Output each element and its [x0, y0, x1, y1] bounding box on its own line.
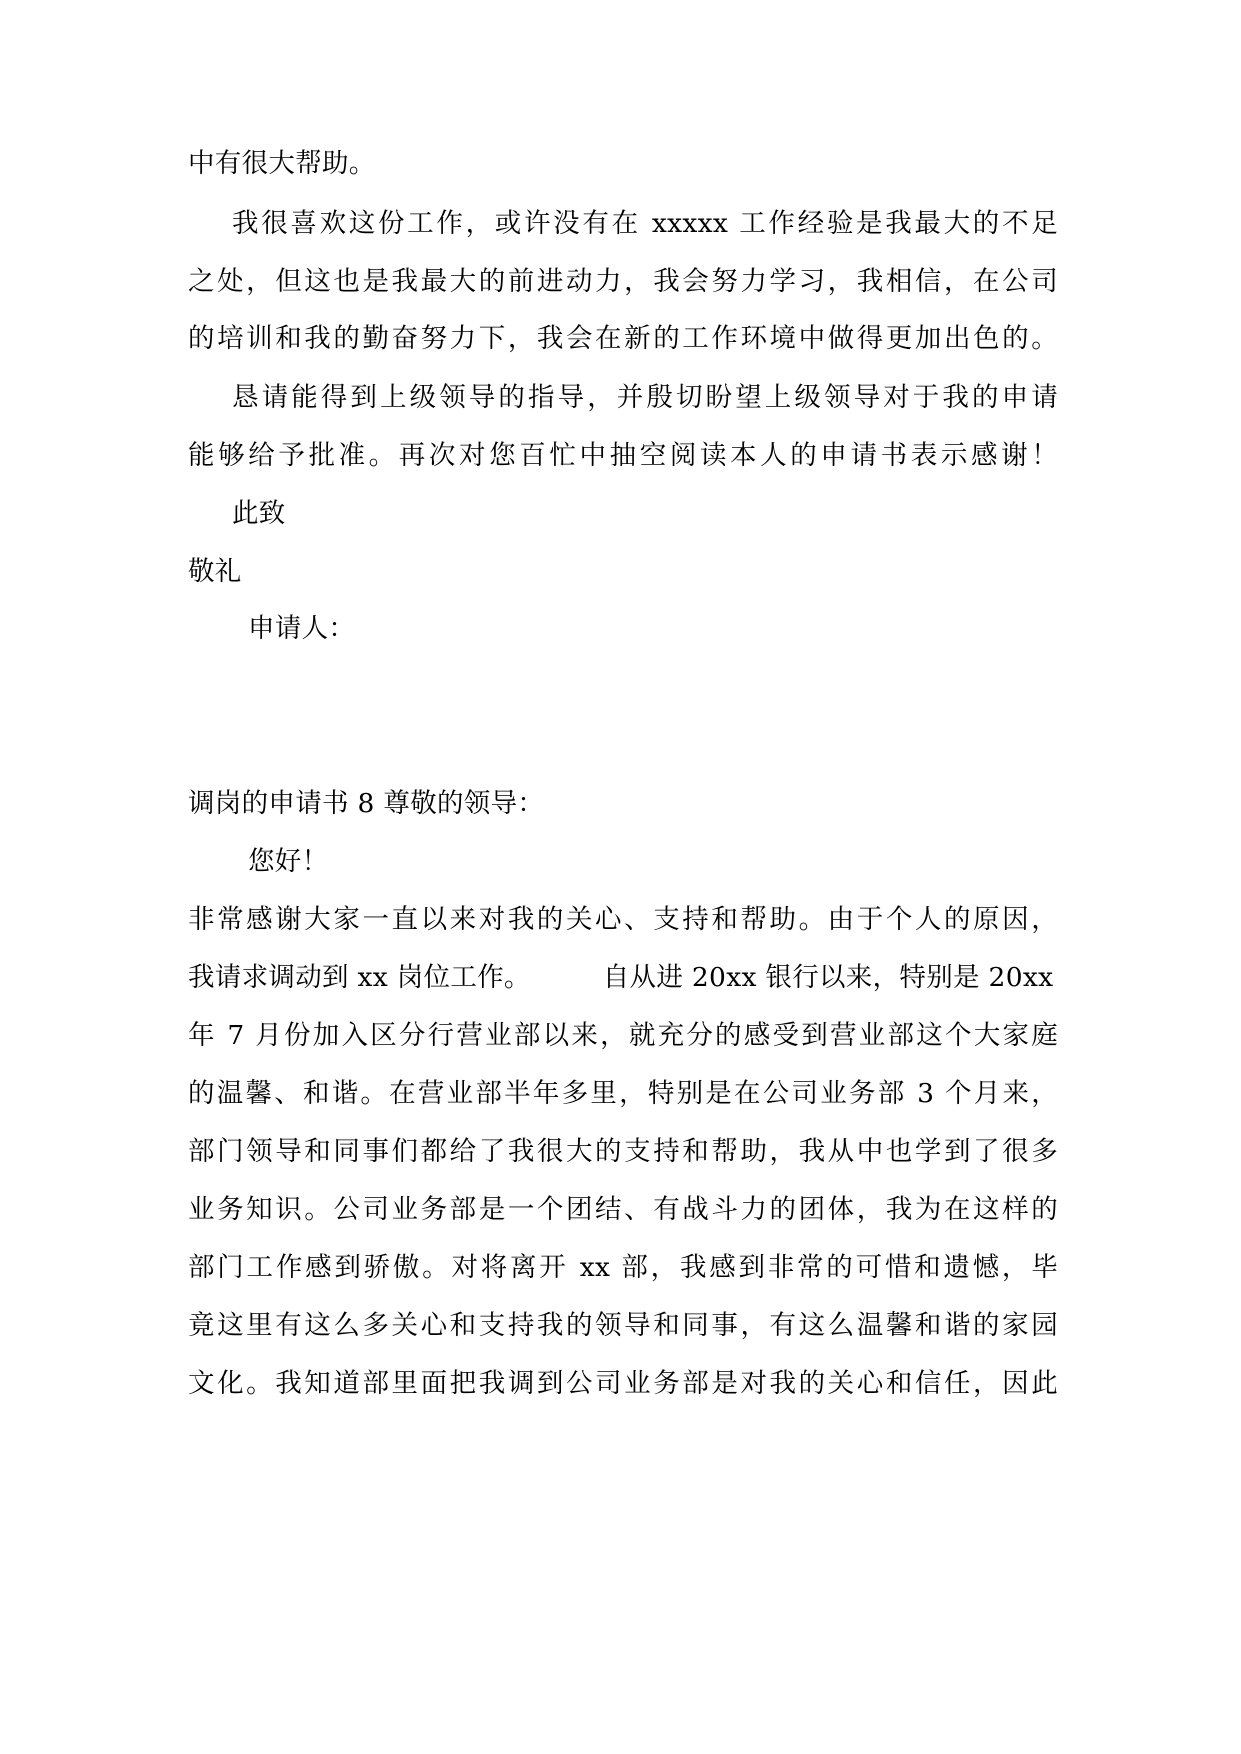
text-line: 文化。我知道部里面把我调到公司业务部是对我的关心和信任，因此: [188, 1368, 1058, 1399]
text-line: 能够给予批准。再次对您百忙中抽空阅读本人的申请书表示感谢！: [188, 440, 1058, 471]
text-segment: 自从进 20xx 银行以来，特别是 20xx: [602, 962, 1054, 993]
text-line: 非常感谢大家一直以来对我的关心、支持和帮助。由于个人的原因，: [188, 904, 1058, 935]
greeting-text: 您好！: [248, 846, 329, 877]
text-segment: 我请求调动到 xx 岗位工作。: [188, 962, 531, 993]
text-line: 中有很大帮助。: [188, 148, 376, 179]
text-line: 部门领导和同事们都给了我很大的支持和帮助，我从中也学到了很多: [188, 1136, 1058, 1167]
section-heading: 调岗的申请书 8 尊敬的领导：: [188, 788, 545, 819]
closing-text: 敬礼: [188, 556, 242, 587]
closing-text: 此致: [232, 498, 286, 529]
text-line: 之处，但这也是我最大的前进动力，我会努力学习，我相信，在公司: [188, 266, 1058, 297]
text-line: 恳请能得到上级领导的指导，并殷切盼望上级领导对于我的申请: [232, 382, 1058, 413]
text-line: 部门工作感到骄傲。对将离开 xx 部，我感到非常的可惜和遗憾，毕: [188, 1252, 1058, 1283]
text-line: 我很喜欢这份工作，或许没有在 xxxxx 工作经验是我最大的不足: [232, 208, 1058, 239]
text-line: 的温馨、和谐。在营业部半年多里，特别是在公司业务部 3 个月来，: [188, 1078, 1058, 1109]
text-line: 年 7 月份加入区分行营业部以来，就充分的感受到营业部这个大家庭: [188, 1020, 1058, 1051]
applicant-label: 申请人：: [248, 613, 356, 644]
text-line: 业务知识。公司业务部是一个团结、有战斗力的团体，我为在这样的: [188, 1194, 1058, 1225]
text-line: [188, 962, 1058, 994]
text-line: 的培训和我的勤奋努力下，我会在新的工作环境中做得更加出色的。: [188, 323, 1058, 354]
text-line: 竟这里有这么多关心和支持我的领导和同事，有这么温馨和谐的家园: [188, 1310, 1058, 1341]
